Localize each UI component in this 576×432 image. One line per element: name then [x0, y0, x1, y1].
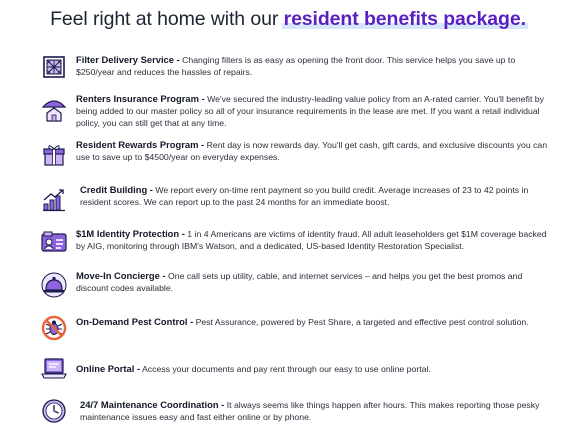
clock-icon — [39, 396, 69, 426]
umbrella-house-icon — [39, 94, 69, 124]
page-title — [0, 8, 576, 31]
benefit-text: Renters Insurance Program - We've secured the industry-leading value policy from an A-rated carrier. You'll benefit by being added to our master policy so all of your insurance requirements in the lease are met. If you want a retail individual policy, you can still get that at any time. — [76, 93, 544, 129]
title-highlight: resident benefits package. — [283, 8, 526, 30]
benefit-text: Credit Building - We report every on-time rent payment so you build credit. Average increases of 23 to 42 points in resident scores. We can report up to the past 24 months for an immediate boost. — [80, 184, 529, 208]
air-filter-icon — [39, 52, 69, 82]
concierge-bell-icon — [39, 270, 69, 300]
benefit-text: Online Portal - Access your documents and pay rent through our easy to use online portal. — [76, 363, 431, 374]
benefit-text: 24/7 Maintenance Coordination - It always seems like things happen after hours. This makes reporting those pesky maintenance issues easy and fast either online or by phone. — [80, 399, 540, 423]
benefit-text: Resident Rewards Program - Rent day is now rewards day. You'll get cash, gift cards, and exclusive discounts you can use to save up to $4500/year on everyday expenses. — [76, 139, 548, 163]
gift-icon — [39, 139, 69, 169]
credit-growth-icon — [39, 184, 69, 214]
laptop-portal-icon — [39, 354, 69, 384]
benefit-text: Move-In Concierge - One call sets up utility, cable, and internet services – and helps you get the best promos and discount codes available. — [76, 270, 523, 294]
title-prefix: Feel right at home with our — [50, 8, 284, 30]
benefit-text: Filter Delivery Service - Changing filters is as easy as opening the front door. This service helps you save up to $250/year and reduces the hassles of repairs. — [76, 54, 516, 78]
no-pest-icon — [39, 313, 69, 343]
identity-card-icon — [39, 227, 69, 257]
benefit-text: $1M Identity Protection - 1 in 4 Americans are victims of identity fraud. All adult leaseholders get $1M coverage backed by AIG, monitoring through IBM's Watson, and a dedicated, US-based Identity Restoration Specialist. — [76, 228, 547, 252]
benefit-text: On-Demand Pest Control - Pest Assurance, powered by Pest Share, a targeted and effective pest control solution. — [76, 316, 529, 327]
